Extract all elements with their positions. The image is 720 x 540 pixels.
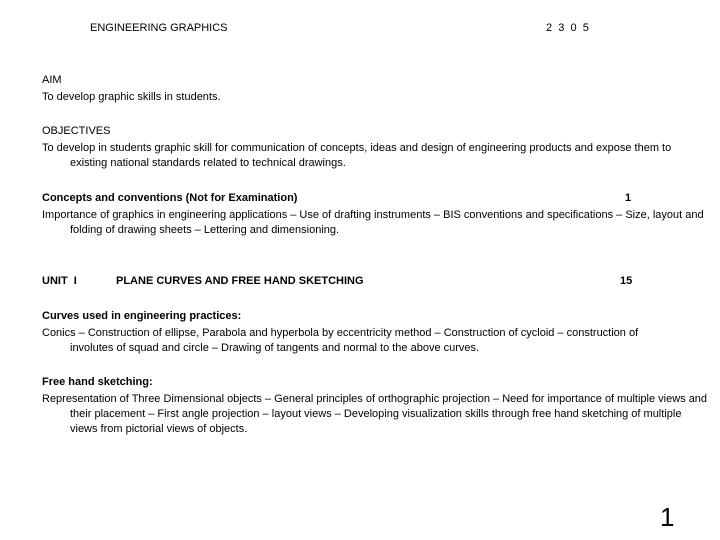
unit-title: PLANE CURVES AND FREE HAND SKETCHING bbox=[116, 275, 364, 287]
freehand-heading: Free hand sketching: bbox=[42, 376, 153, 388]
aim-heading: AIM bbox=[42, 74, 62, 86]
freehand-text: Representation of Three Dimensional objects – General principles of orthographic projection – Need for importance of multiple views and their placement – First angle projection – layout views – Developing visualization skills through free hand sketching of multiple views from pictorial views of objects. bbox=[42, 393, 708, 435]
credits: 2 3 0 5 bbox=[546, 22, 589, 34]
unit-hours: 15 bbox=[620, 275, 633, 287]
aim-text: To develop graphic skills in students. bbox=[42, 91, 221, 103]
page-number: 1 bbox=[660, 502, 675, 532]
unit-label: UNIT I bbox=[42, 275, 77, 287]
curves-heading: Curves used in engineering practices: bbox=[42, 310, 242, 322]
objectives-text: To develop in students graphic skill for communication of concepts, ideas and design of engineering products and expose them to existing national standards related to technical drawings. bbox=[42, 142, 672, 169]
concepts-text: Importance of graphics in engineering applications – Use of drafting instruments – BIS conventions and specifications – Size, layout and folding of drawing sheets – Lettering and dimensioning. bbox=[42, 209, 704, 236]
concepts-hours: 1 bbox=[625, 192, 632, 204]
course-title: ENGINEERING GRAPHICS bbox=[90, 22, 228, 34]
objectives-heading: OBJECTIVES bbox=[42, 125, 111, 137]
curves-text: Conics – Construction of ellipse, Parabola and hyperbola by eccentricity method – Construction of cycloid – construction of involutes of squad and circle – Drawing of tangents and normal to the above curves. bbox=[42, 327, 639, 354]
concepts-heading: Concepts and conventions (Not for Examination) bbox=[42, 192, 298, 204]
